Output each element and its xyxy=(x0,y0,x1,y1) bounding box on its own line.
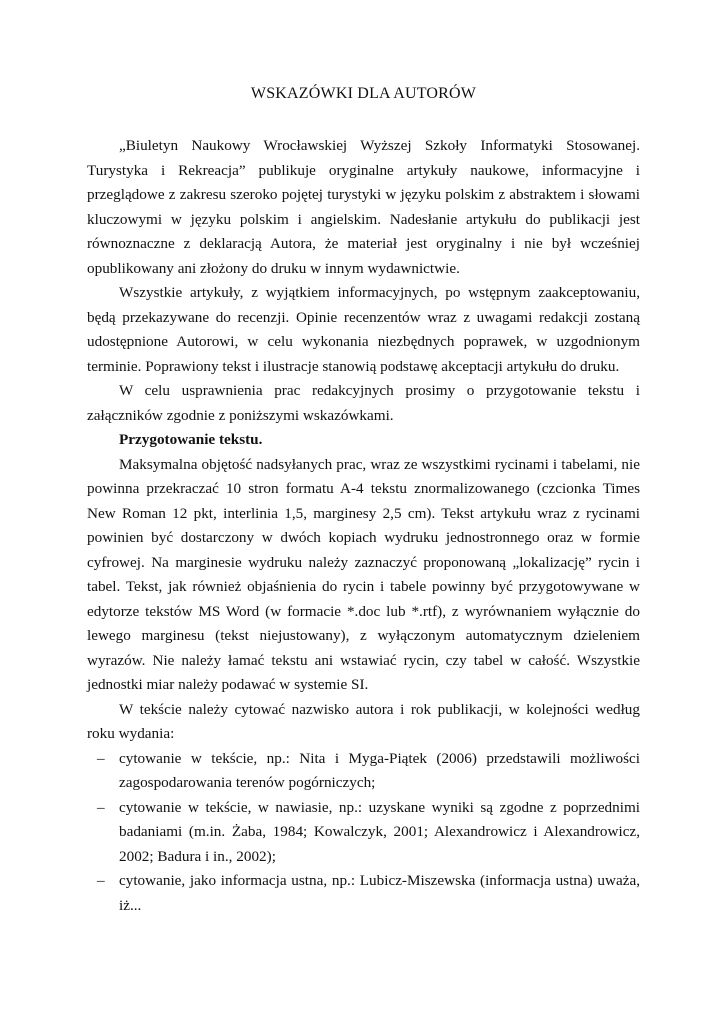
paragraph-instructions: W celu usprawnienia prac redakcyjnych prosimy o przygotowanie tekstu i załączników zgodnie z poniższymi wskazówkami. xyxy=(87,382,640,424)
section-heading: Przygotowanie tekstu. xyxy=(119,431,263,448)
dash-bullet: – xyxy=(97,749,105,767)
citation-list xyxy=(87,747,640,919)
document-page xyxy=(87,84,640,918)
paragraph-review: Wszystkie artykuły, z wyjątkiem informacyjnych, po wstępnym zaakceptowaniu, będą przekazywane do recenzji. Opinie recenzentów wraz z uwagami redakcji zostaną udostępnione Autorowi, w celu wykonania niezbędnych poprawek, w uzgodnionym terminie. Poprawiony tekst i ilustracje stanowią podstawę akceptacji artykułu do druku. xyxy=(87,284,640,375)
list-item xyxy=(87,869,640,918)
dash-bullet: – xyxy=(97,872,105,889)
dash-bullet: – xyxy=(97,798,105,816)
paragraph-intro: „Biuletyn Naukowy Wrocławskiej Wyższej Szkoły Informatyki Stosowanej. Turystyka i Rekreacja” publikuje oryginalne artykuły naukowe, informacyjne i przeglądowe z zakresu szeroko pojętej turystyki w języku polskim z abstraktem i słowami kluczowymi w języku polskim i angielskim. Nadesłanie artykułu do publikacji jest równoznaczne z deklaracją Autora, że materiał jest oryginalny i nie był wcześniej opublikowany ani złożony do druku w innym wydawnictwie. xyxy=(87,137,640,277)
list-item-text: cytowanie, jako informacja ustna, np.: Lubicz-Miszewska (informacja ustna) uważa, iż... xyxy=(119,872,640,914)
list-item xyxy=(87,796,640,870)
page-title: WSKAZÓWKI DLA AUTORÓW xyxy=(250,85,477,102)
list-item-text: cytowanie w tekście, np.: Nita i Myga-Piątek (2006) przedstawili możliwości zagospodarowania terenów pogórniczych; xyxy=(119,749,640,791)
paragraph-volume: Maksymalna objętość nadsyłanych prac, wraz ze wszystkimi rycinami i tabelami, nie powinna przekraczać 10 stron formatu A-4 tekstu znormalizowanego (czcionka Times New Roman 12 pkt, interlinia 1,5, marginesy 2,5 cm). Tekst artykułu wraz z rycinami powinien być dostarczony w dwóch kopiach wydruku jednostronnego oraz w formie cyfrowej. Na marginesie wydruku należy zaznaczyć proponowaną „lokalizację” rycin i tabel. Tekst, jak również objaśnienia do rycin i tabele powinny być przygotowywane w edytorze tekstów MS Word (w formacie *.doc lub *.rtf), z wyrównaniem wyłącznie do lewego marginesu (tekst niejustowany), z wyłączonym automatycznym dzieleniem wyrazów. Nie należy łamać tekstu ani wstawiać rycin, czy tabel w całość. Wszystkie jednostki miar należy podawać w systemie SI. xyxy=(87,455,640,693)
paragraph-citation: W tekście należy cytować nazwisko autora i rok publikacji, w kolejności według roku wydania: xyxy=(87,700,640,742)
list-item xyxy=(87,747,640,796)
list-item-text: cytowanie w tekście, w nawiasie, np.: uzyskane wyniki są zgodne z poprzednimi badaniami (m.in. Żaba, 1984; Kowalczyk, 2001; Alexandrowicz i Alexandrowicz, 2002; Badura i in., 2002); xyxy=(119,798,640,865)
